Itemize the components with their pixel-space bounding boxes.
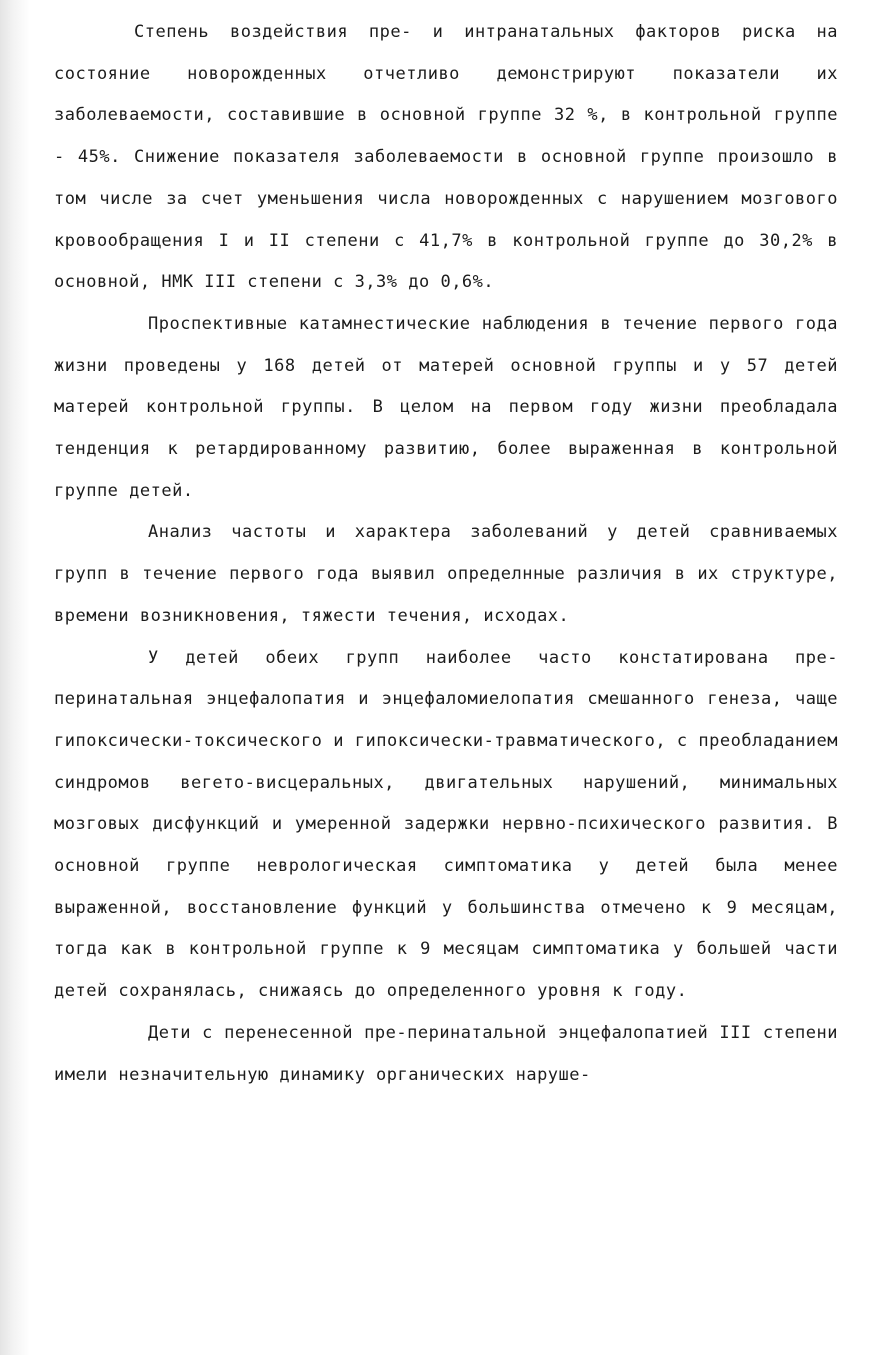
paragraph-morbidity: Степень воздействия пре- и интранатальных факторов риска на состояние новорожденных отчетливо демонстрируют показатели их заболеваемости, составившие в основной группе 32 %, в контрольной группе - 45%. Снижение показателя заболеваемости в основной группе произошло в том числе за счет уменьшения числа новорожденных с нарушением мозгового кровообращения I и II степени с 41,7% в контрольной группе до 30,2% в основной, НМК III степени с 3,3% до 0,6%. xyxy=(54,22,838,293)
paragraph-grade-three: Дети с перенесенной пре-перинатальной энцефалопатией III степени имели незначительную динамику органических наруше- xyxy=(54,1022,838,1085)
paragraph-catamnesis: Проспективные катамнестические наблюдения в течение первого года жизни проведены у 168 детей от матерей основной группы и у 57 детей матерей контрольной группы. В целом на первом году жизни преобладала тенденция к ретардированному развитию, более выраженная в контрольной группе детей. xyxy=(54,313,838,501)
paragraph-disease-analysis: Анализ частоты и характера заболеваний у детей сравниваемых групп в течение первого года выявил определнные различия в их структуре, времени возникновения, тяжести течения, исходах. xyxy=(54,522,838,626)
document-body xyxy=(54,12,838,1096)
paragraph-encephalopathy: У детей обеих групп наиболее часто констатирована пре-перинатальная энцефалопатия и энцефаломиелопатия смешанного генеза, чаще гипоксически-токсического и гипоксически-травматического, с преобладанием синдромов вегето-висцеральных, двигательных нарушений, минимальных мозговых дисфункций и умеренной задержки нервно-психического развития. В основной группе неврологическая симптоматика у детей была менее выраженной, восстановление функций у большинства отмечено к 9 месяцам, тогда как в контрольной группе к 9 месяцам симптоматика у большей части детей сохранялась, снижаясь до определенного уровня к году. xyxy=(54,647,838,1002)
scan-edge-shadow xyxy=(0,0,30,1355)
